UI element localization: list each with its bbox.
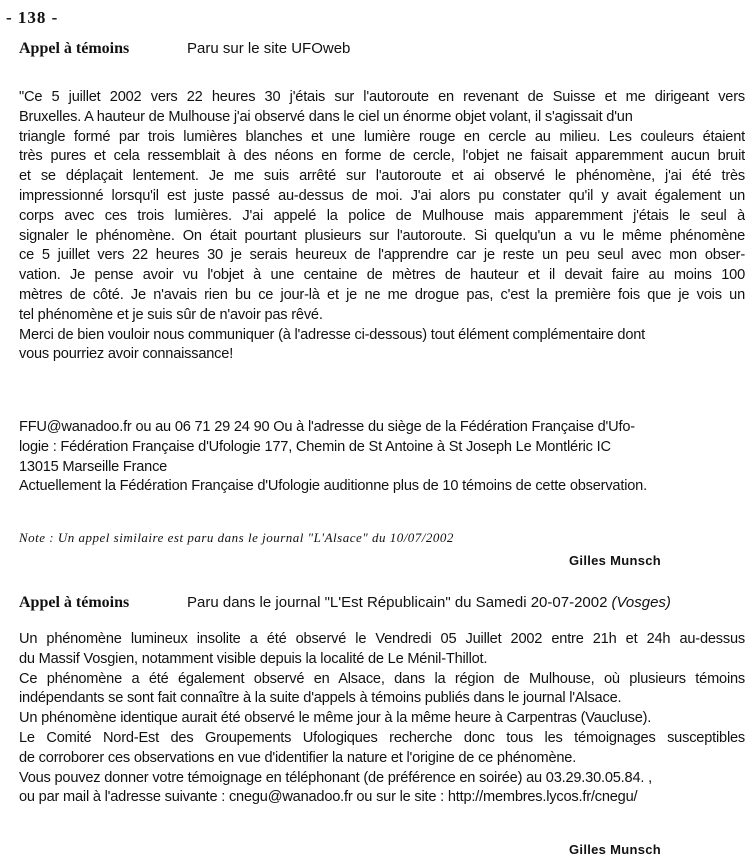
text-line: ou par mail à l'adresse suivante : cnegu@wanadoo.fr ou sur le site : http://membres.lycos.fr/cnegu/	[19, 789, 638, 806]
page-number: - 138 -	[6, 8, 59, 27]
section1-header	[19, 40, 350, 58]
text-line: "Ce 5 juillet 2002 vers 22 heures 30 j'étais sur l'autoroute en revenant de Suisse et me dirigeant vers	[19, 89, 745, 105]
section1-testimony	[19, 88, 745, 365]
text-line: Un phénomène identique aurait été observé le même jour à la même heure à Carpentras (Vaucluse).	[19, 710, 652, 727]
section1-signature: Gilles Munsch	[569, 553, 662, 568]
section2-source: Paru dans le journal "L'Est Républicain" du Samedi 20-07-2002	[187, 594, 608, 611]
section1-contact	[19, 418, 745, 497]
text-line: de corroborer ces observations en vue d'identifier la nature et l'origine de ce phénomène.	[19, 749, 577, 766]
text-line: mètres de côté. Je n'avais rien bu ce jour-là et je ne me drogue pas, c'est la première fois que je vois un	[19, 286, 745, 303]
text-line: Le Comité Nord-Est des Groupements Ufologiques recherche donc tous les témoignages susceptibles	[19, 729, 745, 746]
contact-line: Actuellement la Fédération Française d'Ufologie auditionne plus de 10 témoins de cette observation.	[19, 478, 647, 495]
text-line: Ce phénomène a été également observé en Alsace, dans la région de Mulhouse, où plusieurs témoins	[19, 670, 745, 687]
text-line: ce 5 juillet vers 22 heures 30 je serais heureux de l'apprendre car je reste un peu seul avec mon obser-	[19, 247, 745, 264]
text-line: vous pourriez avoir connaissance!	[19, 346, 234, 363]
contact-line: FFU@wanadoo.fr ou au 06 71 29 24 90 Ou à l'adresse du siège de la Fédération Française d'Ufo-	[19, 419, 635, 435]
section1-source: Paru sur le site UFOweb	[187, 40, 351, 57]
section1-note: Note : Un appel similaire est paru dans le journal "L'Alsace" du 10/07/2002	[19, 530, 454, 545]
text-line: Vous pouvez donner votre témoignage en téléphonant (de préférence en soirée) au 03.29.30.05.84. ,	[19, 769, 652, 786]
section2-label: Appel à témoins	[19, 594, 130, 611]
section2-header	[19, 594, 671, 612]
section1-label: Appel à témoins	[19, 40, 130, 57]
text-line: Bruxelles. A hauteur de Mulhouse j'ai observé dans le ciel un énorme objet volant, il s'agissait d'un	[19, 108, 633, 125]
text-line: Merci de bien vouloir nous communiquer (à l'adresse ci-dessous) tout élément complémentaire dont	[19, 326, 646, 343]
contact-line: logie : Fédération Française d'Ufologie 177, Chemin de St Antoine à St Joseph Le Montléric IC	[19, 438, 611, 455]
section2-source-region: (Vosges)	[611, 594, 671, 611]
text-line: indépendants se sont fait connaître à la suite d'appels à témoins publiés dans le journal l'Alsace.	[19, 690, 622, 707]
text-line: Un phénomène lumineux insolite a été observé le Vendredi 05 Juillet 2002 entre 21h et 24h au-dessus	[19, 631, 745, 647]
text-line: tel phénomène et je suis sûr de n'avoir pas rêvé.	[19, 306, 323, 323]
text-line: vation. Je pense avoir vu l'objet à une centaine de mètres de hauteur et il devait faire au moins 100	[19, 267, 745, 284]
contact-line: 13015 Marseille France	[19, 458, 168, 475]
text-line: très pures et cela ressemblait à des néons en forme de cercle, l'objet ne faisait apparemment aucun bruit	[19, 148, 745, 165]
text-line: impressionné lorsqu'il est juste passé au-dessus de moi. J'ai alors pu constater qu'il y avait également un	[19, 187, 745, 204]
section2-signature: Gilles Munsch	[569, 842, 662, 857]
text-line: corps avec ces trois lumières. J'ai appelé la police de Mulhouse mais apparemment j'étais le seul à	[19, 207, 745, 224]
text-line: triangle formé par trois lumières blanches et une lumière rouge en cercle au milieu. Les couleurs étaient	[19, 128, 745, 145]
text-line: signaler le phénomène. On était pourtant plusieurs sur l'autoroute. Si quelqu'un a vu le même phénomène	[19, 227, 745, 244]
text-line: et se déplaçait lentement. Je me suis arrêté sur l'autoroute et ai observé le phénomène, j'ai été très	[19, 168, 745, 185]
section2-body	[19, 630, 745, 808]
text-line: du Massif Vosgien, notamment visible depuis la localité de Le Ménil-Thillot.	[19, 650, 488, 667]
